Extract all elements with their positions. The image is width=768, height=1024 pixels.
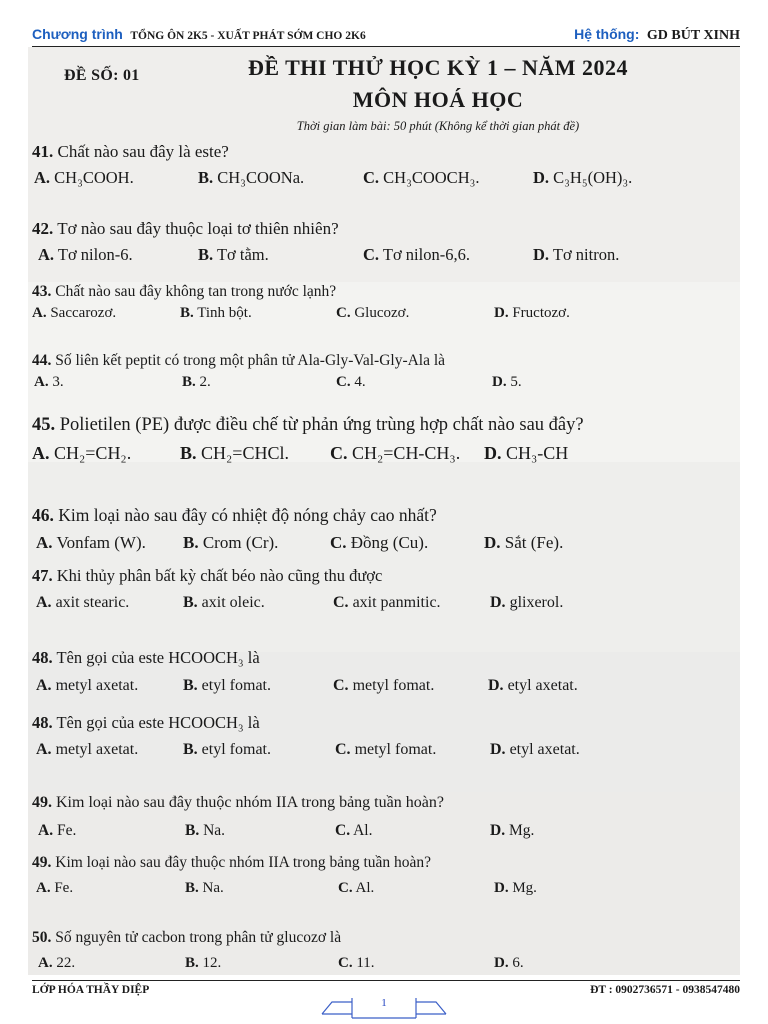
- answer-option: [182, 374, 211, 391]
- answer-option: [484, 443, 568, 464]
- option-label: C.: [333, 677, 349, 694]
- answer-option: [183, 594, 265, 612]
- question-number: 49.: [32, 854, 52, 871]
- question-number: 41.: [32, 142, 54, 161]
- answer-option: [338, 955, 375, 972]
- question-text: Kim loại nào sau đây có nhiệt độ nóng chảy cao nhất?: [58, 505, 437, 525]
- question-number: 47.: [32, 566, 53, 585]
- question-stem: [32, 566, 382, 586]
- answer-option: [494, 305, 570, 322]
- question-number: 42.: [32, 219, 54, 238]
- option-label: C.: [335, 741, 351, 758]
- answer-option: [180, 305, 252, 322]
- scan-panel: [28, 462, 740, 652]
- program-label: Chương trình: [32, 26, 123, 42]
- answer-option: [185, 955, 221, 972]
- option-text: Crom (Cr).: [202, 533, 279, 552]
- answer-option: [336, 374, 366, 391]
- question-text: Kim loại nào sau đây thuộc nhóm IIA trong bảng tuần hoàn?: [56, 794, 444, 811]
- option-text: etyl fomat.: [201, 677, 271, 694]
- question-number: 45.: [32, 415, 56, 435]
- question-stem: [32, 505, 437, 526]
- answer-option: [363, 245, 470, 265]
- option-label: D.: [494, 880, 509, 896]
- question-text: Chất nào sau đây không tan trong nước lạnh?: [55, 283, 337, 300]
- question-stem: [32, 854, 431, 872]
- answer-option: [36, 533, 146, 553]
- option-label: C.: [336, 374, 351, 390]
- option-label: C.: [330, 533, 347, 552]
- answer-option: [183, 677, 271, 695]
- option-label: A.: [34, 374, 49, 390]
- page-number: 1: [381, 997, 387, 1009]
- question-stem: [32, 415, 584, 436]
- question-number: 43.: [32, 283, 52, 300]
- option-label: B.: [182, 374, 196, 390]
- option-label: A.: [36, 533, 53, 552]
- answer-option: [185, 880, 224, 897]
- option-label: C.: [333, 594, 349, 611]
- question-number: 49.: [32, 794, 52, 811]
- option-text: Tơ nilon-6,6.: [382, 245, 470, 264]
- answer-option: [330, 443, 460, 464]
- answer-option: [36, 741, 138, 759]
- option-label: D.: [488, 677, 504, 694]
- answer-option: [36, 594, 129, 612]
- answer-option: [34, 168, 134, 188]
- option-label: D.: [490, 741, 506, 758]
- option-text: etyl fomat.: [201, 741, 271, 758]
- header-left: [32, 26, 366, 44]
- option-text: axit panmitic.: [352, 594, 441, 611]
- question-number: 44.: [32, 352, 52, 369]
- option-text: etyl axetat.: [507, 677, 578, 694]
- option-text: Al.: [353, 822, 373, 839]
- option-text: C₃H₅(OH)₃.: [553, 168, 633, 187]
- option-text: Al.: [355, 880, 375, 896]
- option-text: CH₂=CH₂.: [54, 443, 132, 463]
- option-text: 11.: [356, 955, 375, 971]
- option-label: A.: [38, 822, 54, 839]
- answer-option: [490, 822, 534, 840]
- option-text: Na.: [203, 822, 226, 839]
- question-number: 50.: [32, 929, 52, 946]
- answer-option: [492, 374, 522, 391]
- option-label: D.: [490, 822, 506, 839]
- option-label: C.: [338, 955, 353, 971]
- option-text: axit stearic.: [55, 594, 130, 611]
- header-right: [574, 26, 740, 44]
- answer-option: [36, 880, 73, 897]
- option-text: 12.: [202, 955, 222, 971]
- answer-option: [333, 594, 441, 612]
- option-label: C.: [336, 305, 351, 321]
- question-stem: [32, 648, 260, 668]
- question-text: Chất nào sau đây là este?: [57, 142, 229, 161]
- answer-option: [38, 955, 75, 972]
- question-stem: [32, 794, 444, 812]
- option-text: CH₂=CHCl.: [201, 443, 289, 463]
- option-label: C.: [363, 245, 380, 264]
- answer-option: [363, 168, 479, 188]
- answer-option: [32, 305, 116, 322]
- option-label: A.: [36, 677, 52, 694]
- answer-option: [338, 880, 374, 897]
- footer-phone: ĐT : 0902736571 - 0938547480: [590, 984, 740, 996]
- answer-option: [36, 677, 138, 695]
- option-label: B.: [185, 880, 199, 896]
- option-label: B.: [183, 533, 199, 552]
- option-text: Đồng (Cu).: [350, 533, 429, 552]
- option-text: Fe.: [54, 880, 74, 896]
- option-label: A.: [38, 245, 55, 264]
- option-text: Mg.: [512, 880, 537, 896]
- option-text: CH₃COOH.: [54, 168, 134, 187]
- option-text: Fe.: [56, 822, 77, 839]
- option-label: D.: [484, 533, 501, 552]
- question-number: 48.: [32, 648, 53, 667]
- answer-option: [38, 822, 76, 840]
- question-number: 46.: [32, 505, 54, 525]
- footer-class-name: LỚP HÓA THẦY DIỆP: [32, 984, 150, 996]
- answer-option: [330, 533, 428, 553]
- option-text: Fructozơ.: [512, 305, 570, 321]
- question-number: 48.: [32, 713, 53, 732]
- system-label: Hệ thống:: [574, 26, 640, 42]
- option-text: CH₃COONa.: [217, 168, 305, 187]
- option-text: CH₃COOCH₃.: [383, 168, 480, 187]
- answer-option: [494, 955, 524, 972]
- question-stem: [32, 283, 336, 301]
- answer-option: [490, 741, 580, 759]
- question-stem: [32, 929, 341, 947]
- answer-option: [533, 245, 619, 265]
- option-text: Tơ nitron.: [552, 245, 620, 264]
- answer-option: [34, 374, 64, 391]
- program-title: TỔNG ÔN 2K5 - XUẤT PHÁT SỚM CHO 2K6: [130, 30, 366, 42]
- answer-option: [333, 677, 434, 695]
- system-name: GD BÚT XINH: [646, 28, 740, 43]
- option-label: C.: [335, 822, 351, 839]
- option-text: 3.: [52, 374, 64, 390]
- page-header: [32, 24, 740, 47]
- question-text: Số liên kết peptit có trong một phân tử Ala-Gly-Val-Gly-Ala là: [55, 352, 446, 369]
- exam-code: ĐỀ SỐ: 01: [64, 67, 140, 84]
- answer-option: [183, 741, 271, 759]
- answer-option: [198, 168, 304, 188]
- option-text: 2.: [199, 374, 211, 390]
- question-stem: [32, 352, 445, 370]
- answer-option: [533, 168, 632, 188]
- question-text: Polietilen (PE) được điều chế từ phản ứng trùng hợp chất nào sau đây?: [59, 415, 584, 435]
- option-label: D.: [494, 305, 509, 321]
- option-label: A.: [36, 880, 51, 896]
- question-stem: [32, 713, 260, 733]
- question-text: Khi thủy phân bất kỳ chất béo nào cũng thu được: [56, 566, 383, 585]
- answer-option: [180, 443, 289, 464]
- option-text: etyl axetat.: [509, 741, 580, 758]
- answer-option: [488, 677, 578, 695]
- exam-subject: MÔN HOÁ HỌC: [352, 87, 524, 112]
- option-label: B.: [185, 822, 200, 839]
- option-label: A.: [38, 955, 53, 971]
- option-label: B.: [180, 443, 197, 463]
- option-label: B.: [183, 677, 198, 694]
- answer-option: [484, 533, 563, 553]
- option-text: 22.: [56, 955, 76, 971]
- answer-option: [335, 822, 372, 840]
- option-text: Sắt (Fe).: [504, 533, 564, 552]
- option-label: B.: [183, 741, 198, 758]
- option-label: A.: [32, 443, 50, 463]
- option-text: axit oleic.: [201, 594, 265, 611]
- exam-scan: [28, 47, 740, 975]
- option-label: D.: [484, 443, 502, 463]
- option-label: B.: [183, 594, 198, 611]
- exam-time-note: Thời gian làm bài: 50 phút (Không kể thời gian phát đề): [296, 119, 580, 133]
- option-text: 6.: [512, 955, 524, 971]
- scan-panel: [28, 792, 740, 975]
- option-label: D.: [533, 168, 550, 187]
- option-label: A.: [34, 168, 51, 187]
- option-text: Tơ nilon-6.: [57, 245, 133, 264]
- option-label: D.: [533, 245, 550, 264]
- option-label: A.: [32, 305, 47, 321]
- option-text: Saccarozơ.: [50, 305, 117, 321]
- option-label: C.: [338, 880, 353, 896]
- question-text: Tên gọi của este HCOOCH₃ là: [56, 713, 260, 732]
- answer-option: [32, 443, 131, 464]
- option-text: Vonfam (W).: [56, 533, 146, 552]
- option-label: A.: [36, 741, 52, 758]
- answer-option: [490, 594, 563, 612]
- question-text: Tơ nào sau đây thuộc loại tơ thiên nhiên?: [57, 219, 339, 238]
- option-label: D.: [494, 955, 509, 971]
- question-text: Kim loại nào sau đây thuộc nhóm IIA trong bảng tuần hoàn?: [55, 854, 432, 871]
- option-label: A.: [36, 594, 52, 611]
- option-label: C.: [330, 443, 348, 463]
- option-text: metyl fomat.: [354, 741, 437, 758]
- option-text: Tơ tằm.: [216, 245, 269, 264]
- answer-option: [494, 880, 537, 897]
- option-text: glixerol.: [509, 594, 564, 611]
- option-label: D.: [490, 594, 506, 611]
- question-text: Số nguyên tử cacbon trong phân tử glucozơ là: [55, 929, 342, 946]
- option-label: B.: [198, 245, 214, 264]
- option-text: Na.: [202, 880, 224, 896]
- option-text: Mg.: [508, 822, 535, 839]
- option-text: CH₂=CH-CH₃.: [352, 443, 461, 463]
- answer-option: [198, 245, 269, 265]
- answer-option: [38, 245, 133, 265]
- option-text: CH₃-CH: [506, 443, 569, 463]
- option-label: C.: [363, 168, 380, 187]
- option-text: Tinh bột.: [197, 305, 252, 321]
- answer-option: [336, 305, 409, 322]
- option-label: D.: [492, 374, 507, 390]
- option-text: metyl axetat.: [55, 677, 139, 694]
- option-label: B.: [185, 955, 199, 971]
- answer-option: [185, 822, 225, 840]
- exam-title: ĐỀ THI THỬ HỌC KỲ 1 – NĂM 2024: [247, 55, 629, 80]
- question-stem: [32, 219, 339, 239]
- option-text: 4.: [354, 374, 366, 390]
- option-text: metyl fomat.: [352, 677, 435, 694]
- page-footer: [32, 980, 740, 996]
- question-text: Tên gọi của este HCOOCH₃ là: [56, 648, 260, 667]
- question-stem: [32, 142, 229, 162]
- option-label: B.: [198, 168, 214, 187]
- answer-option: [335, 741, 436, 759]
- answer-option: [183, 533, 278, 553]
- option-text: Glucozơ.: [354, 305, 410, 321]
- option-text: metyl axetat.: [55, 741, 139, 758]
- option-label: B.: [180, 305, 194, 321]
- option-text: 5.: [510, 374, 522, 390]
- page-number-ornament: [318, 994, 450, 1020]
